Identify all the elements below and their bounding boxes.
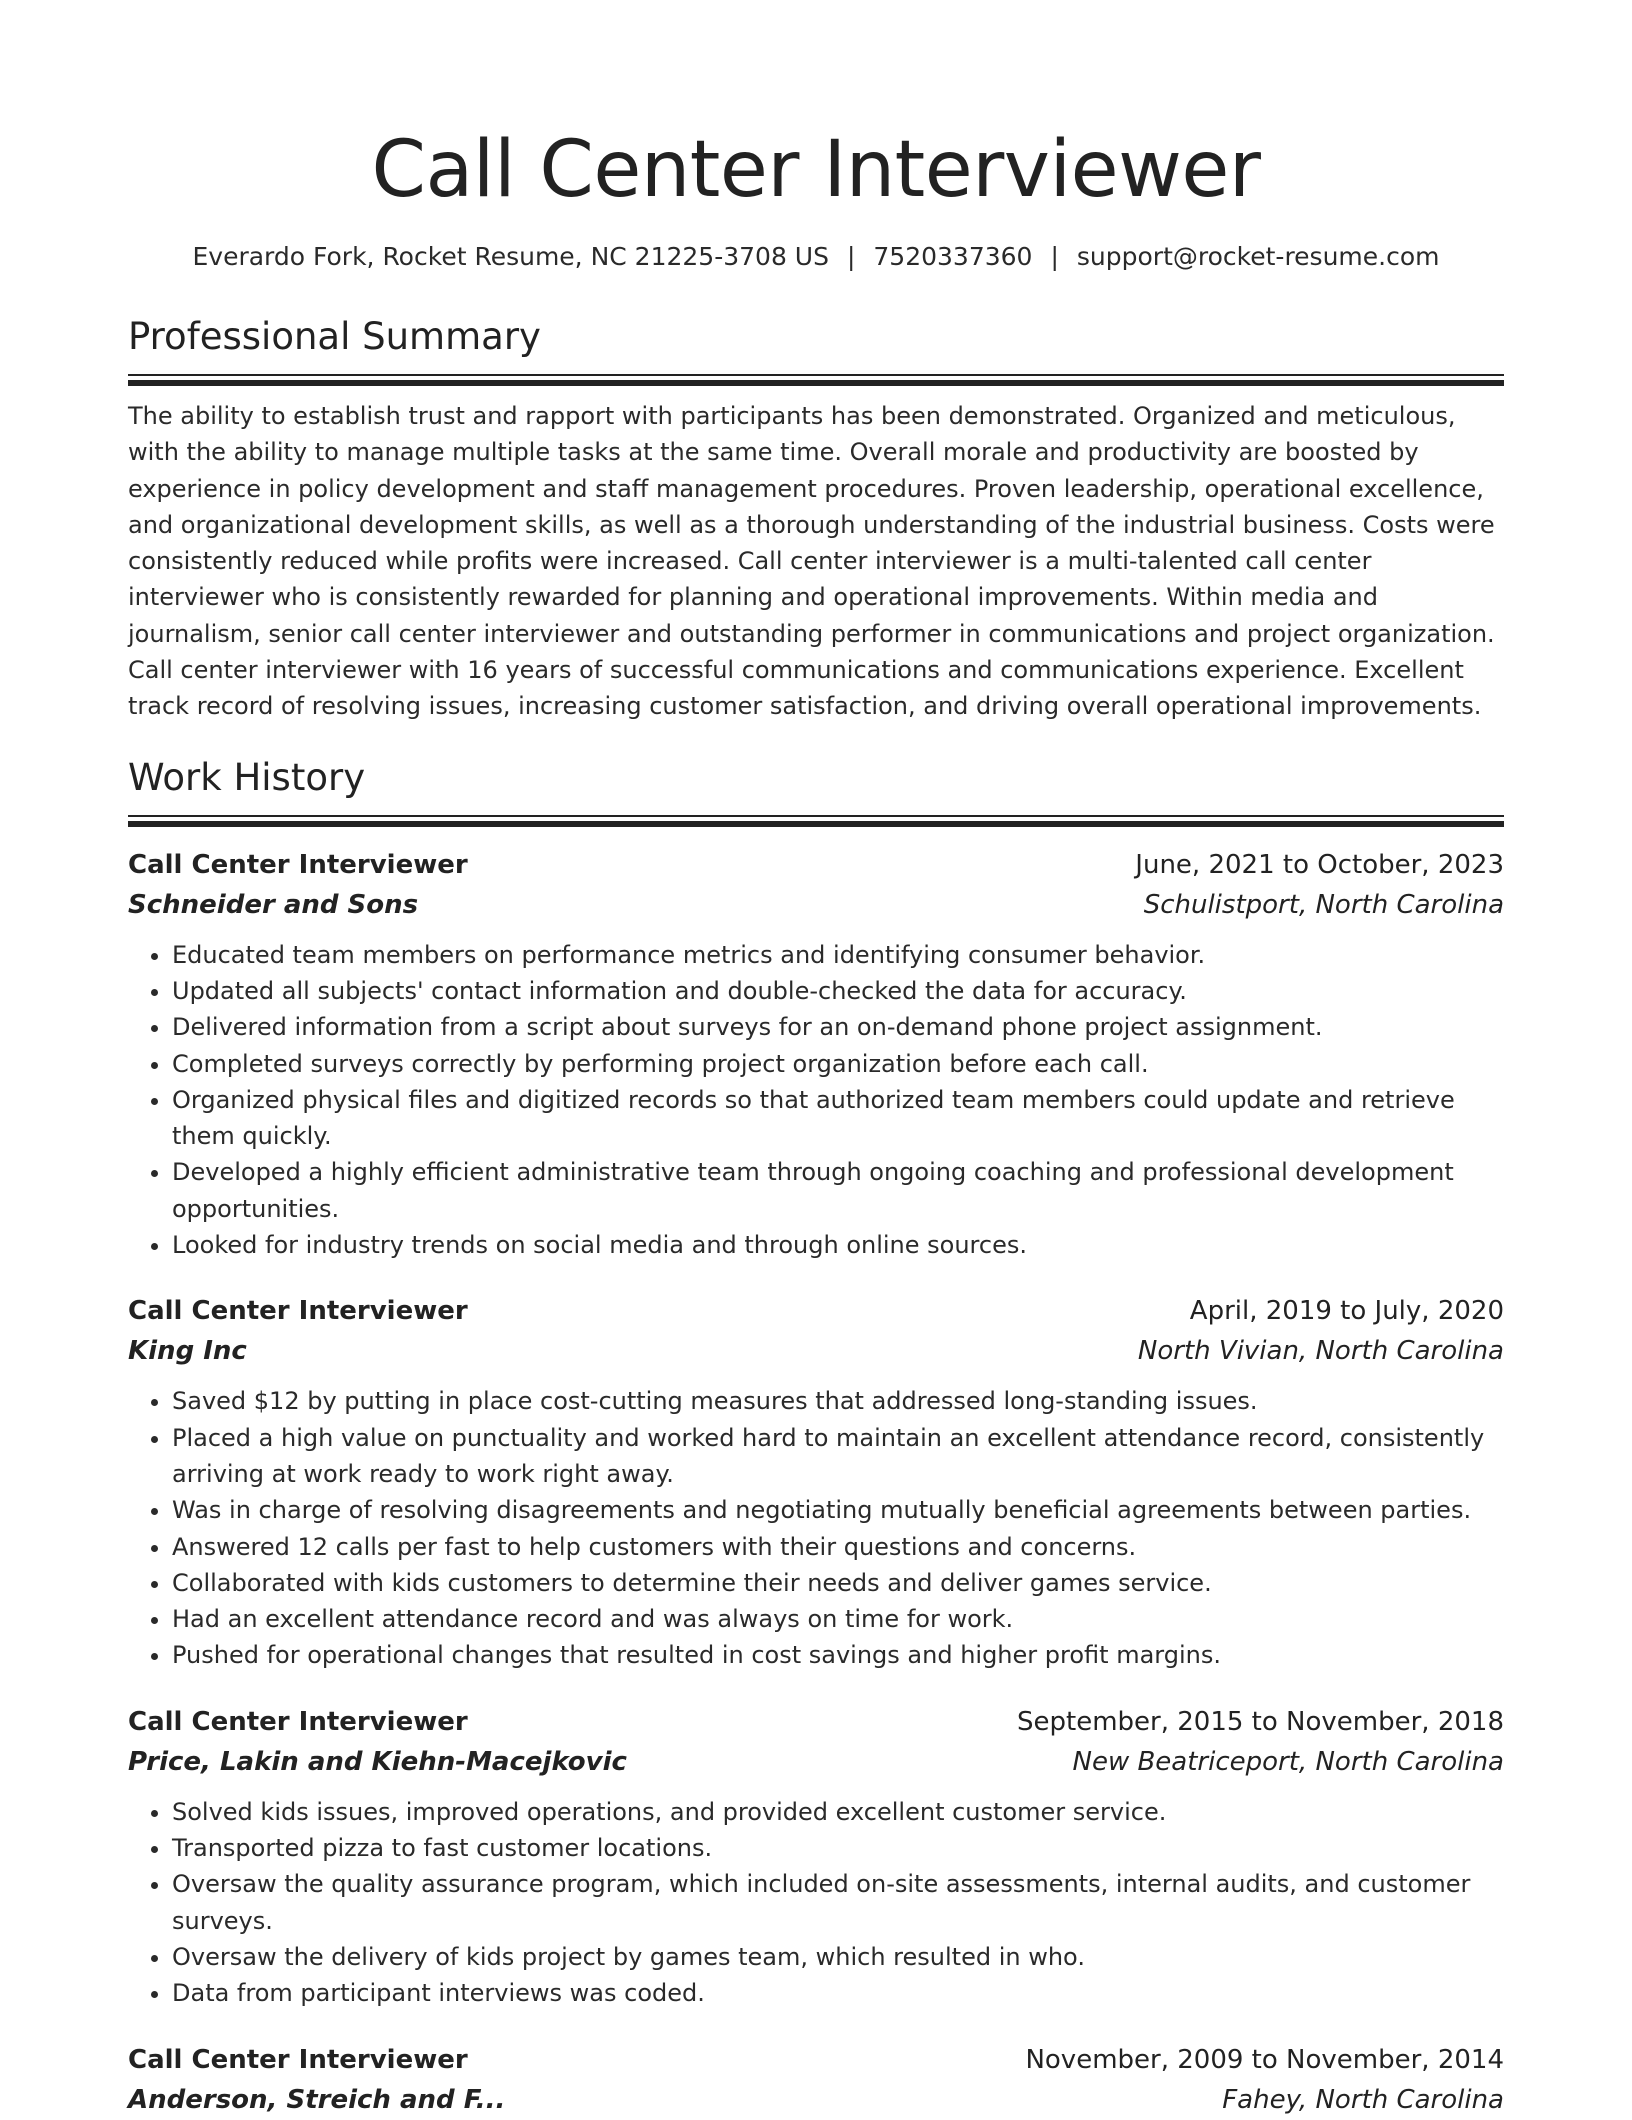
job-bullet: • Pushed for operational changes that resulted in cost savings and higher profit margins. bbox=[172, 1637, 1504, 1673]
job-company-row bbox=[128, 2080, 1504, 2120]
job-bullet: • Collaborated with kids customers to determine their needs and deliver games service. bbox=[172, 1565, 1504, 1601]
job-bullet: • Delivered information from a script about surveys for an on-demand phone project assignment. bbox=[172, 1009, 1504, 1045]
resume-title: Call Center Interviewer bbox=[371, 125, 1261, 215]
job-bullet: • Looked for industry trends on social media and through online sources. bbox=[172, 1227, 1504, 1263]
contact-separator: | bbox=[1050, 242, 1059, 271]
job-entry bbox=[128, 2040, 1504, 2120]
job-bullet: • Organized physical files and digitized records so that authorized team members could update and retrieve them quickly. bbox=[172, 1082, 1504, 1155]
job-bullet: • Oversaw the quality assurance program, which included on-site assessments, internal audits, and customer surveys. bbox=[172, 1866, 1504, 1939]
job-bullet: • Solved kids issues, improved operations, and provided excellent customer service. bbox=[172, 1794, 1504, 1830]
job-entry bbox=[128, 1702, 1504, 2012]
job-entry bbox=[128, 845, 1504, 1264]
job-header-row bbox=[128, 1291, 1504, 1331]
section-divider bbox=[128, 374, 1504, 386]
job-bullet: • Saved $12 by putting in place cost-cutting measures that addressed long-standing issues. bbox=[172, 1383, 1504, 1419]
job-title: Call Center Interviewer bbox=[128, 1296, 468, 1327]
job-bullet: • Answered 12 calls per fast to help customers with their questions and concerns. bbox=[172, 1529, 1504, 1565]
job-company: Price, Lakin and Kiehn-Macejkovic bbox=[128, 1746, 627, 1777]
job-bullet: • Updated all subjects' contact information and double-checked the data for accuracy. bbox=[172, 973, 1504, 1009]
job-location: New Beatriceport, North Carolina bbox=[1072, 1746, 1504, 1777]
job-bullet: • Oversaw the delivery of kids project by games team, which resulted in who. bbox=[172, 1939, 1504, 1975]
job-dates: June, 2021 to October, 2023 bbox=[1135, 849, 1504, 880]
job-company-row bbox=[128, 885, 1504, 925]
job-bullet: • Completed surveys correctly by performing project organization before each call. bbox=[172, 1046, 1504, 1082]
job-title: Call Center Interviewer bbox=[128, 1706, 468, 1737]
job-company-row bbox=[128, 1331, 1504, 1371]
job-header-row bbox=[128, 1702, 1504, 1742]
job-title: Call Center Interviewer bbox=[128, 849, 468, 880]
job-location: Fahey, North Carolina bbox=[1222, 2084, 1504, 2115]
section-heading-summary: Professional Summary bbox=[128, 315, 541, 358]
job-bullet-list bbox=[128, 937, 1504, 1264]
job-bullet: • Developed a highly efficient administrative team through ongoing coaching and professional development opportunities. bbox=[172, 1154, 1504, 1227]
job-bullet-list bbox=[128, 1794, 1504, 2012]
resume-page bbox=[128, 0, 1504, 2120]
section-heading-work-history: Work History bbox=[128, 755, 366, 799]
job-company: Anderson, Streich and F... bbox=[128, 2084, 506, 2115]
job-bullet: • Transported pizza to fast customer locations. bbox=[172, 1830, 1504, 1866]
job-dates: April, 2019 to July, 2020 bbox=[1189, 1296, 1504, 1327]
job-bullet: • Data from participant interviews was coded. bbox=[172, 1975, 1504, 2011]
job-location: North Vivian, North Carolina bbox=[1137, 1336, 1504, 1367]
work-history-list bbox=[128, 845, 1504, 2120]
job-dates: September, 2015 to November, 2018 bbox=[1017, 1706, 1504, 1737]
contact-line bbox=[128, 240, 1504, 274]
job-title: Call Center Interviewer bbox=[128, 2044, 468, 2075]
contact-address: Everardo Fork, Rocket Resume, NC 21225-3708 US bbox=[192, 242, 829, 271]
job-bullet: • Was in charge of resolving disagreements and negotiating mutually beneficial agreements between parties. bbox=[172, 1492, 1504, 1528]
job-company: Schneider and Sons bbox=[128, 889, 419, 920]
job-bullet: • Educated team members on performance metrics and identifying consumer behavior. bbox=[172, 937, 1504, 973]
job-bullet: • Had an excellent attendance record and was always on time for work. bbox=[172, 1601, 1504, 1637]
job-company: King Inc bbox=[128, 1336, 247, 1367]
job-header-row bbox=[128, 2040, 1504, 2080]
section-divider bbox=[128, 815, 1504, 827]
contact-email: support@rocket-resume.com bbox=[1076, 242, 1440, 271]
job-company-row bbox=[128, 1742, 1504, 1782]
job-bullet-list bbox=[128, 1383, 1504, 1673]
job-bullet: • Placed a high value on punctuality and worked hard to maintain an excellent attendance record, consistently arriving at work ready to work right away. bbox=[172, 1420, 1504, 1493]
job-entry bbox=[128, 1291, 1504, 1673]
job-dates: November, 2009 to November, 2014 bbox=[1025, 2044, 1504, 2075]
job-location: Schulistport, North Carolina bbox=[1143, 889, 1504, 920]
job-header-row bbox=[128, 845, 1504, 885]
contact-separator: | bbox=[846, 242, 856, 271]
summary-text: The ability to establish trust and rapport with participants has been demonstrated. Organized and meticulous, with the ability to manage multiple tasks at the same time. Overall morale and productivity are boosted by experience in policy development and staff management procedures. Proven leadership, operational excellence, and organizational development skills, as well as a thorough understanding of the industrial business. Costs were consistently reduced while profits were increased. Call center interviewer is a multi-talented call center interviewer who is consistently rewarded for planning and operational improvements. Within media and journalism, senior call center interviewer and outstanding performer in communications and project organization. Call center interviewer with 16 years of successful communications and communications experience. Excellent track record of resolving issues, increasing customer satisfaction, and driving overall operational improvements. bbox=[128, 402, 1495, 721]
contact-phone: 7520337360 bbox=[873, 242, 1033, 271]
